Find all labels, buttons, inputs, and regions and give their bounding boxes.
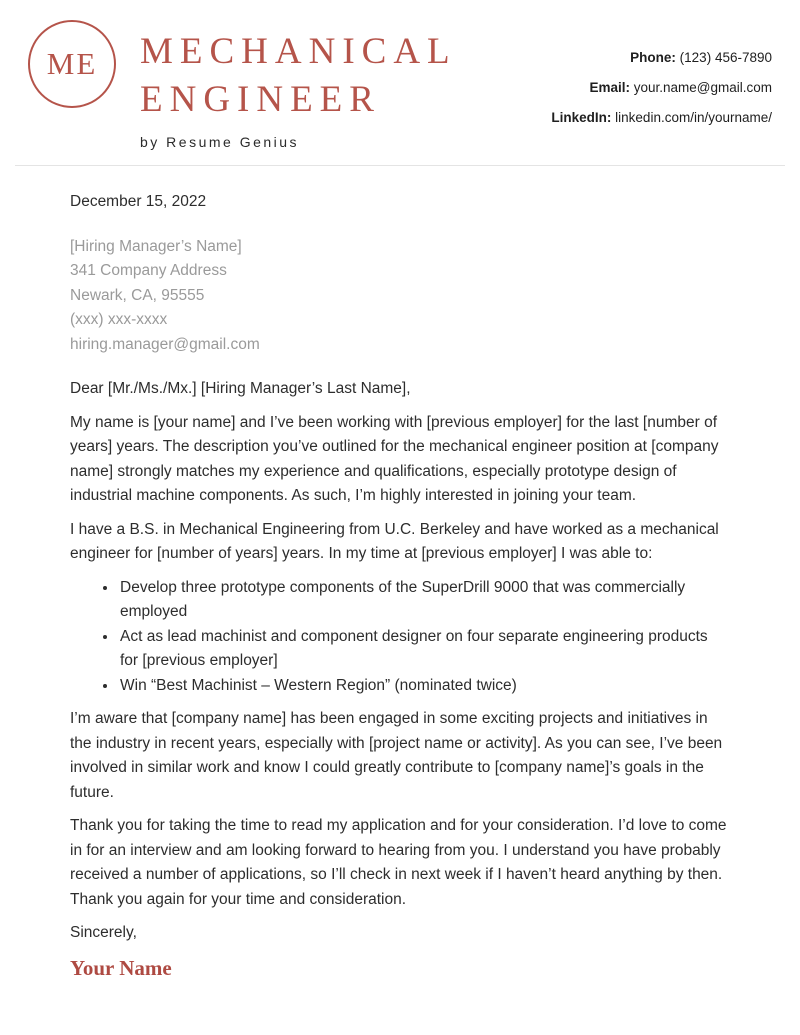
contact-info (551, 50, 772, 140)
recipient-email: hiring.manager@gmail.com (70, 335, 260, 353)
linkedin-label: LinkedIn: (551, 110, 612, 125)
achievements-list (70, 576, 730, 699)
linkedin-value: linkedin.com/in/yourname/ (615, 110, 772, 125)
contact-linkedin (551, 110, 772, 140)
salutation: Dear [Mr./Ms./Mx.] [Hiring Manager’s Last Name], (70, 380, 411, 397)
recipient-city: Newark, CA, 95555 (70, 286, 205, 304)
logo-initials: ME (46, 46, 98, 81)
signature-name: Your Name (70, 955, 172, 980)
list-item: • Act as lead machinist and component designer on four separate engineering products for [previous employer] (118, 625, 730, 674)
title-line-2: ENGINEER (140, 79, 381, 120)
contact-email (551, 80, 772, 110)
paragraph-company: I’m aware that [company name] has been engaged in some exciting projects and initiatives in the industry in recent years, especially with [project name or activity]. As you can see, I’ve been involved in similar work and know I could greatly contribute to [company name]’s goals in the future. (70, 710, 723, 801)
recipient-block (70, 235, 730, 358)
paragraph-intro: My name is [your name] and I’ve been working with [previous employer] for the last [number of years] years. The description you’ve outlined for the mechanical engineer position at [company name] strongly matches my experience and qualifications, especially prototype design of industrial machine components. As such, I’m highly interested in joining your team. (70, 413, 719, 504)
brand-byline: by Resume Genius (140, 134, 300, 150)
paragraph-experience: I have a B.S. in Mechanical Engineering from U.C. Berkeley and have worked as a mechanical engineer for [number of years] years. In my time at [previous employer] I was able to: (70, 520, 719, 562)
email-value: your.name@gmail.com (633, 80, 772, 95)
recipient-name: [Hiring Manager’s Name] (70, 237, 242, 255)
title-line-1: MECHANICAL (140, 31, 457, 72)
email-label: Email: (589, 80, 630, 95)
signoff: Sincerely, (70, 924, 137, 941)
title-block (140, 28, 457, 150)
phone-label: Phone: (630, 50, 676, 65)
list-item: • Develop three prototype components of the SuperDrill 9000 that was commercially employed (118, 576, 730, 625)
recipient-address: 341 Company Address (70, 262, 227, 279)
list-item: • Win “Best Machinist – Western Region” (nominated twice) (118, 674, 730, 699)
contact-phone (551, 50, 772, 80)
phone-value: (123) 456-7890 (679, 50, 772, 65)
letter-body (0, 166, 800, 980)
page-title (140, 28, 457, 124)
logo-monogram (28, 20, 116, 108)
letter-date: December 15, 2022 (70, 193, 207, 210)
recipient-phone: (xxx) xxx-xxxx (70, 311, 168, 328)
paragraph-thanks: Thank you for taking the time to read my application and for your consideration. I’d love to come in for an interview and am looking forward to hearing from you. I understand you have probably received a number of applications, so I’ll check in next week if I haven’t heard anything by then. Thank you again for your time and consideration. (70, 817, 727, 908)
header (0, 0, 800, 165)
